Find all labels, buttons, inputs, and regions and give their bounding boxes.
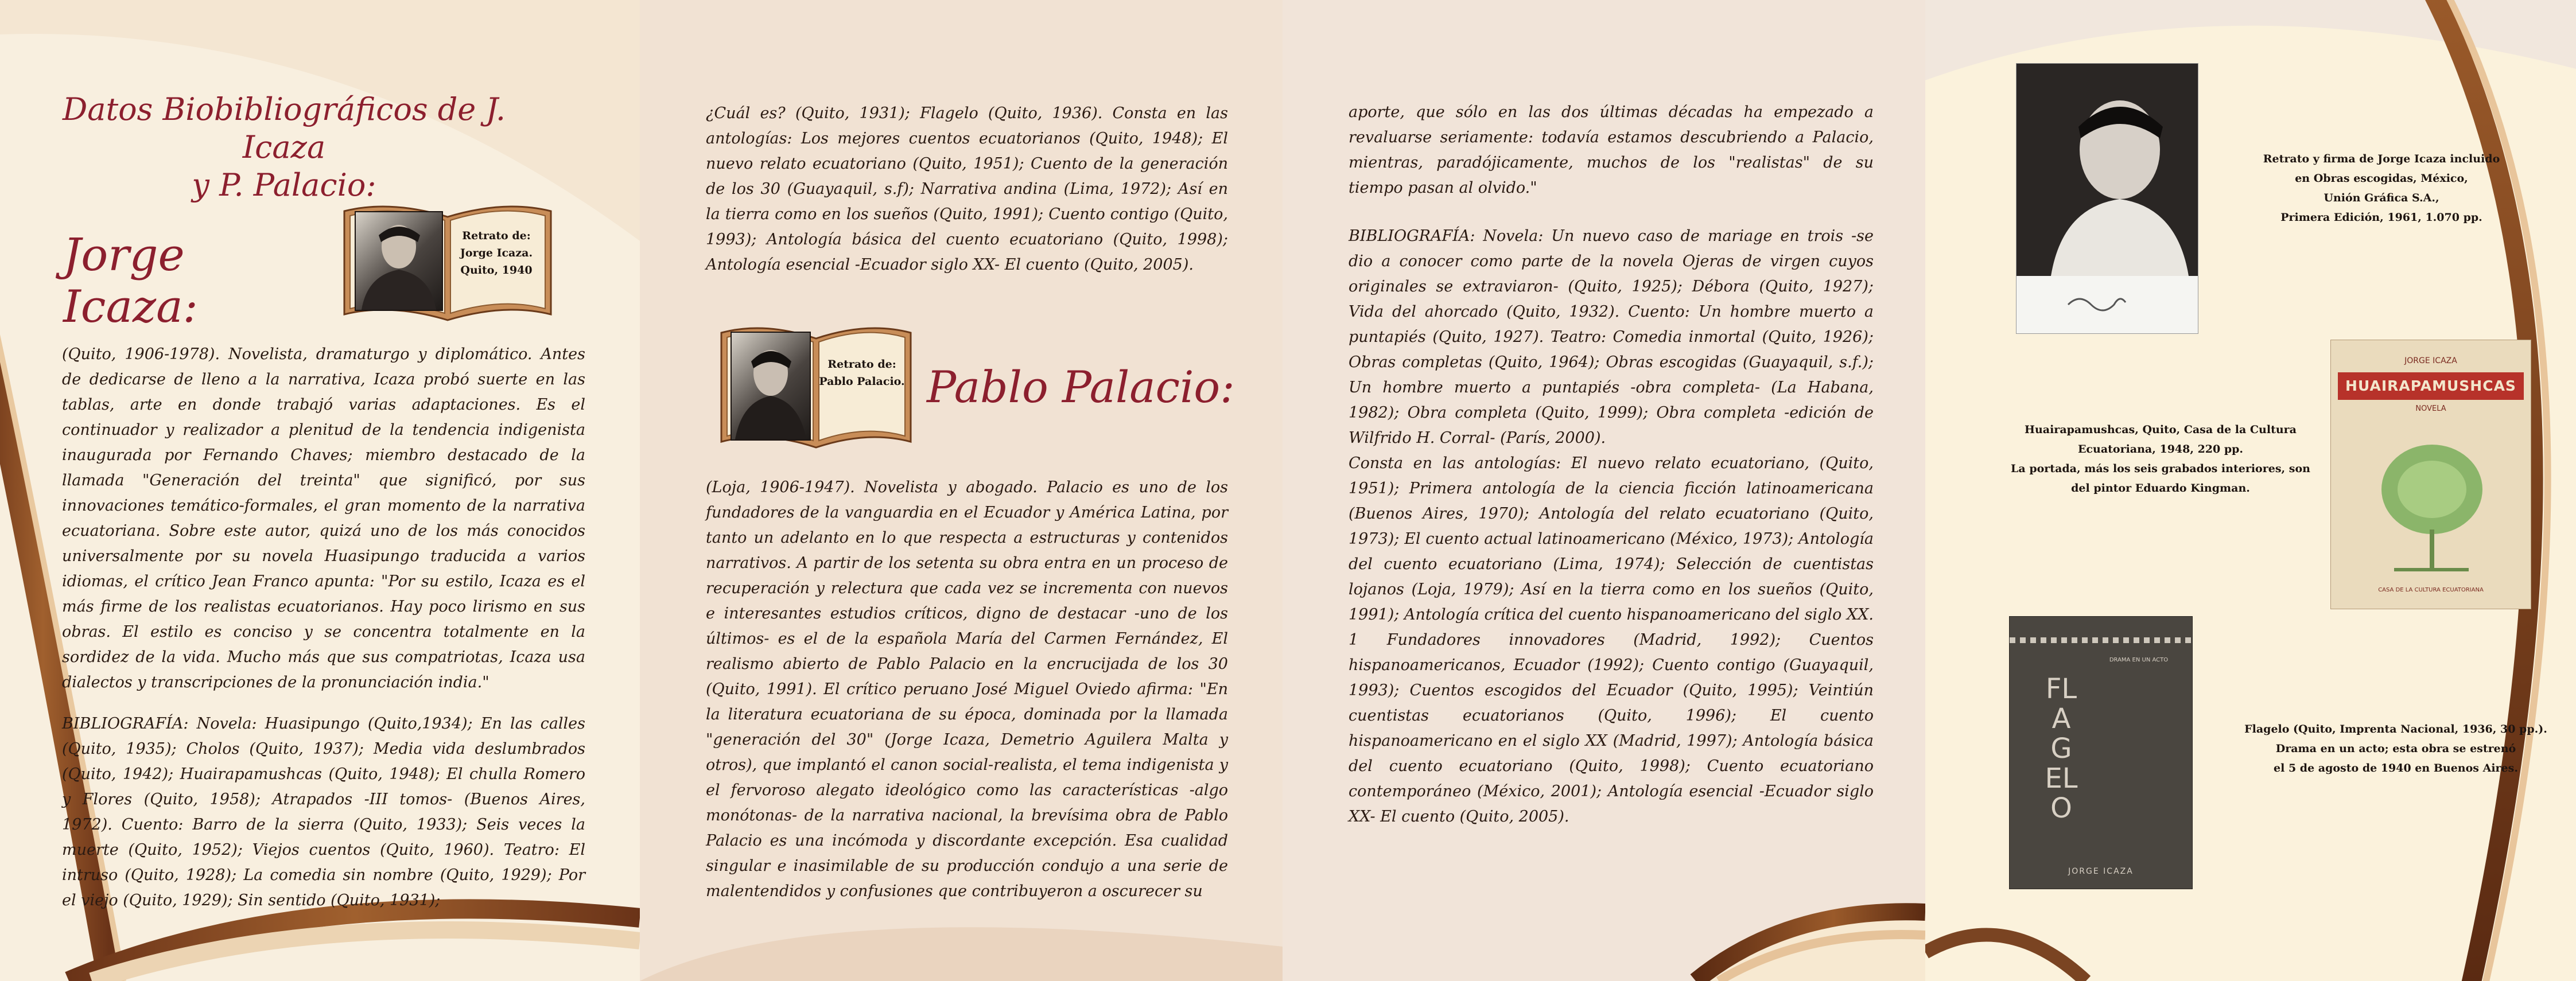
book-cover-subtitle: NOVELA — [2415, 404, 2446, 413]
bibliography-paragraph: BIBLIOGRAFÍA: Novela: Huasipungo (Quito,1934); En las calles (Quito, 1935); Cholos (Quito, 1937); Media vida deslumbrados (Quito, 1942); Huairapamushcas (Quito, 1948); El chulla Romero y Flores (Quito, 1958); Atrapados -III tomos- (Buenos Aires, 1972). Cuento: Barro de la sierra (Quito, 1933); Seis veces la muerte (Quito, 1952); Viejos cuentos (Quito, 1960). Teatro: El intruso (Quito, 1928); La comedia sin nombre (Quito, 1929); Por el viejo (Quito, 1929); Sin sentido (Quito, 1931); — [62, 715, 585, 909]
section-heading-line2: y P. Palacio: — [192, 167, 376, 203]
book-cover-title: FLAGELO — [2045, 673, 2078, 824]
panel-palacio-bibliography — [1283, 0, 1925, 981]
bibliography-palacio — [1349, 224, 1874, 830]
book-cover-title: HUAIRAPAMUSHCAS — [2338, 372, 2524, 400]
portrait-book-palacio — [716, 321, 916, 453]
bio-palacio — [706, 475, 1228, 904]
caption-huairapamushcas — [1988, 420, 2333, 498]
panel-pablo-palacio — [640, 0, 1283, 981]
caption-line: Unión Gráfica S.A., — [2324, 192, 2439, 204]
book-cover-illustration — [2331, 340, 2531, 609]
caption-line: La portada, más los seis grabados interiores, son — [2011, 462, 2310, 475]
caption-line: el 5 de agosto de 1940 en Buenos Aires. — [2274, 762, 2518, 774]
bio-icaza — [62, 342, 585, 695]
bibliography-continuation-icaza — [706, 101, 1228, 278]
caption-flagelo — [2235, 719, 2556, 778]
bio-paragraph: aporte, que sólo en las dos últimas décadas ha empezado a revaluarse seriamente: todavía estamos descubriendo a Palacio, mientras, paradójicamente, muchos de los "realistas" de su tiempo pasan al olvido." — [1349, 103, 1874, 197]
bibliography-paragraph: ¿Cuál es? (Quito, 1931); Flagelo (Quito, 1936). Consta en las antologías: Los mejores cuentos ecuatorianos (Quito, 1948); El nuevo relato ecuatoriano (Quito, 1951); Cuento de la generación de los 30 (Guayaquil, s.f); Narrativa andina (Lima, 1972); Así en la tierra como en los sueños (Quito, 1991); Cuento contigo (Quito, 1993); Antología básica del cuento ecuatoriano (Quito, 1998); Antología esencial -Ecuador siglo XX- El cuento (Quito, 2005). — [706, 104, 1228, 274]
book-cover-author: JORGE ICAZA — [2404, 356, 2457, 365]
caption-line: Drama en un acto; esta obra se estrenó — [2275, 742, 2516, 755]
icaza-portrait-photo — [2016, 63, 2198, 334]
caption-line: Retrato de: — [827, 358, 896, 371]
book-cover-author: JORGE ICAZA — [2068, 867, 2134, 876]
book-cover-subtitle: DRAMA EN UN ACTO — [2109, 657, 2169, 663]
portrait-caption-palacio — [819, 356, 905, 390]
caption-line: Pablo Palacio. — [819, 375, 905, 388]
portrait-caption-icaza — [450, 227, 542, 279]
caption-line: Flagelo (Quito, Imprenta Nacional, 1936, 30 pp.). — [2244, 723, 2547, 735]
section-heading-line1: Datos Biobibliográficos de J. Icaza — [62, 91, 506, 165]
caption-line: en Obras escogidas, México, — [2295, 172, 2468, 185]
portrait-photo-palacio — [731, 332, 811, 441]
book-cover-flagelo — [2009, 616, 2193, 889]
author-name-icaza: Jorge Icaza: — [63, 229, 198, 333]
bio-paragraph: (Quito, 1906-1978). Novelista, dramaturgo y diplomático. Antes de dedicarse de lleno a la narrativa, Icaza probó suerte en las tablas, arte en donde trabajó varias adaptaciones. Es el continuador y realizador a plenitud de la tendencia indigenista inaugurada por Fernando Chaves; miembro destacado de la llamada "Generación del treinta" que significó, por sus innovaciones temático-formales, el gran momento de la narrativa ecuatoriana. Sobre este autor, quizá uno de los más conocidos universalmente por su novela Huasipungo traducida a varios idiomas, el crítico Jean Franco apunta: "Por su estilo, Icaza es el más firme de los realistas ecuatorianos. Hay poco lirismo en sus obras. El estilo es conciso y se concentra totalmente en la sordidez de la vida. Mucho más que sus compatriotas, Icaza usa dialectos y transcripciones de la pronunciación india." — [62, 345, 585, 691]
bibliography-icaza — [62, 711, 585, 913]
book-cover-ornament — [2010, 637, 2192, 643]
caption-line: Ecuatoriana, 1948, 220 pp. — [2077, 443, 2244, 456]
portrait-photo-icaza — [355, 211, 443, 311]
panel-jorge-icaza — [0, 0, 640, 981]
bio-paragraph: (Loja, 1906-1947). Novelista y abogado. Palacio es uno de los fundadores de la vanguardia en el Ecuador y América Latina, por tanto un adelanto en lo que respecta a estructuras y contenidos narrativos. A partir de los setenta su obra entra en un proceso de recuperación y relectura que cada vez se incrementa con nuevos e interesantes estudios críticos, digno de destacar -uno de los últimos- es el de la española María del Carmen Fernández, El realismo abierto de Pablo Palacio en la encrucijada de los 30 (Quito, 1991). El crítico peruano José Miguel Oviedo afirma: "En la literatura ecuatoriana de su época, dominada por la llamada "generación del 30" (Jorge Icaza, Demetrio Aguilera Malta y otros), que implantó el canon social-realista, el tema indigenista y el fervoroso alegato ideológico como las características -algo monótonas- de la narrativa nacional, la brevísima obra de Pablo Palacio es una incómoda y discordante excepción. Esa cualidad singular e inasimilable de su producción condujo a una serie de malentendidos y confusiones que contribuyeron a oscurecer su — [706, 478, 1228, 900]
caption-line: Huairapamushcas, Quito, Casa de la Cultura — [2025, 423, 2297, 436]
caption-icaza-portrait — [2247, 149, 2516, 227]
caption-line: Primera Edición, 1961, 1.070 pp. — [2280, 211, 2482, 224]
bibliography-paragraph: BIBLIOGRAFÍA: Novela: Un nuevo caso de mariage en trois -se dio a conocer como parte de la novela Ojeras de virgen cuyos originales se extraviaron- (Quito, 1925); Débora (Quito, 1927); Vida del ahorcado (Quito, 1932). Cuento: Un hombre muerto a puntapiés (Quito, 1927). Teatro: Comedia inmortal (Quito, 1926); Obras completas (Quito, 1964); Obras escogidas (Guayaquil, s.f.); Un hombre muerto a puntapiés -obra completa- (La Habana, 1982); Obra completa (Quito, 1999); Obra completa -edición de Wilfrido H. Corral- (París, 2000). — [1349, 227, 1874, 447]
caption-line: del pintor Eduardo Kingman. — [2071, 482, 2250, 495]
panel-images — [1925, 0, 2576, 981]
caption-line: Retrato y firma de Jorge Icaza incluido — [2263, 153, 2500, 165]
book-cover-huairapamushcas — [2330, 340, 2531, 609]
section-heading — [57, 91, 511, 204]
caption-line: Quito, 1940 — [460, 264, 533, 277]
caption-line: Jorge Icaza. — [460, 247, 533, 259]
bio-palacio-continuation — [1349, 100, 1874, 201]
author-name-palacio: Pablo Palacio: — [927, 361, 1235, 412]
book-cover-publisher: CASA DE LA CULTURA ECUATORIANA — [2378, 587, 2484, 593]
caption-line: Retrato de: — [462, 229, 531, 242]
portrait-book-icaza — [339, 200, 557, 326]
anthologies-paragraph: Consta en las antologías: El nuevo relato ecuatoriano, (Quito, 1951); Primera antología de la ciencia ficción latinoamericana (Buenos Aires, 1970); Antología del relato ecuatoriano (Quito, 1973); El cuento actual latinoamericano (México, 1973); Antología del cuento ecuatoriano (Lima, 1974); Selección de cuentistas lojanos (Loja, 1979); Así en la tierra como en los sueños (Quito, 1991); Antología crítica del cuento hispanoamericano del siglo XX. 1 Fundadores innovadores (Madrid, 1992); Cuentos hispanoamericanos, Ecuador (1992); Cuento contigo (Guayaquil, 1993); Cuentos escogidos del Ecuador (Quito, 1995); Veintiún cuentistas ecuatorianos (Quito, 1996); El cuento hispanoamericano en el siglo XX (Madrid, 1997); Antología básica del cuento ecuatoriano (Quito, 1998); Cuento ecuatoriano contemporáneo (México, 2001); Antología esencial -Ecuador siglo XX- El cuento (Quito, 2005). — [1349, 454, 1874, 826]
